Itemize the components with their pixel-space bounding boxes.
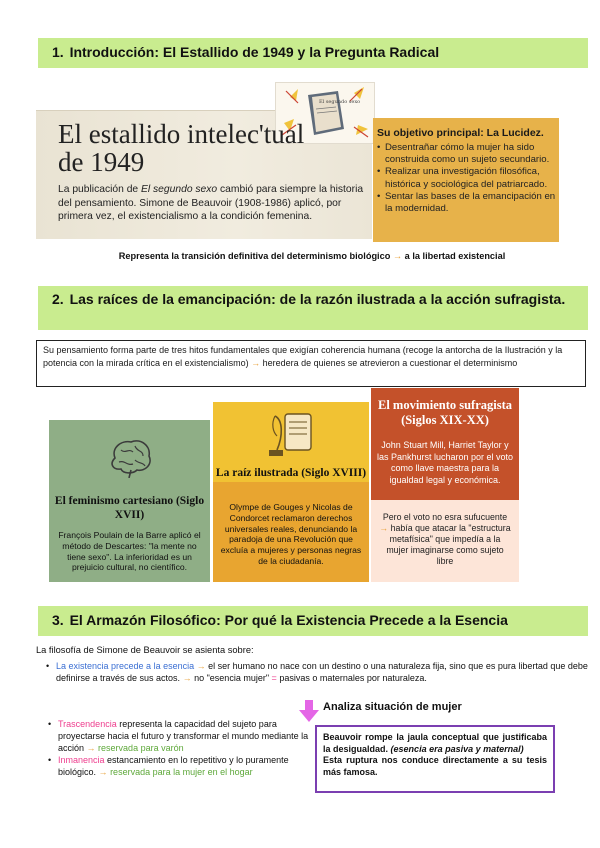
hero-body-text: La publicación de <box>58 184 142 195</box>
quill-scroll-icon <box>263 406 319 462</box>
section-number: 1. <box>52 44 64 60</box>
key-term: Trascendencia <box>58 719 117 729</box>
arrow-icon: → <box>251 357 261 368</box>
summary-line <box>36 251 588 261</box>
intro-text: heredera de quienes se atrevieron a cuestionar el determinismo <box>262 357 518 368</box>
bullet-icon: • <box>48 719 52 729</box>
list-item: • Sentar las bases de la emancipación en la modernidad. <box>377 191 557 215</box>
section-number: 2. <box>52 291 64 307</box>
bullet-transcendence <box>48 718 318 754</box>
card-title: El feminismo cartesiano (Siglo XVII) <box>54 495 205 521</box>
arrow-icon: → <box>86 743 96 753</box>
arrow-icon: → <box>379 523 389 533</box>
conclusion-text: Esta ruptura nos conduce directamente a su tesis más famosa. <box>323 755 547 777</box>
note-text: Pero el voto no esra sufucuente <box>382 512 508 522</box>
section-number: 3. <box>52 612 64 628</box>
bullet-text: no "esencia mujer" <box>194 673 270 683</box>
note-text: había que atacar la "estructura metafísica" que impedía a la mujer imaginarse como sujeto libre <box>386 523 511 566</box>
highlight-text: reservada para varón <box>98 743 184 753</box>
card-title: El movimiento sufragista (Siglos XIX-XX) <box>377 398 513 427</box>
bullet-text: pasivas o maternales por naturaleza. <box>279 673 427 683</box>
arrow-icon: → <box>392 251 403 261</box>
section-title: Introducción: El Estallido de 1949 y la Pregunta Radical <box>69 44 440 60</box>
analysis-label: Analiza situación de mujer <box>323 701 462 713</box>
brain-icon <box>105 436 155 478</box>
list-item: • Desentrañar cómo la mujer ha sido construida como un sujeto secundario. <box>377 142 557 166</box>
key-term: La existencia precede a la esencia <box>56 661 195 671</box>
hero-body-text: cambió para siempre la historia del pensamiento. Simone de Beauvoir (1908-1986) aplicó, por primera vez, el existencialismo a la condición femenina. <box>58 184 364 222</box>
section-2-heading <box>38 286 588 330</box>
arrow-icon: → <box>98 767 108 777</box>
bullet-immanence <box>48 754 318 778</box>
section-1-heading <box>38 38 588 68</box>
section-3-intro: La filosofía de Simone de Beauvoir se asienta sobre: <box>36 645 254 655</box>
list-item: • Realizar una investigación filosófica, histórica y sociológica del patriarcado. <box>377 166 557 190</box>
bullet-icon: • <box>46 661 50 671</box>
hero-title: El estallido intelec'tual de 1949 <box>58 119 305 177</box>
section-title: Las raíces de la emancipación: de la razón ilustrada a la acción sufragista. <box>69 291 566 307</box>
section-2-intro-box <box>36 340 586 387</box>
conclusion-italic: (esencia era pasiva y maternal) <box>390 743 524 754</box>
conclusion-text: Beauvoir rompe la jaula conceptual que justificaba la desigualdad. <box>323 732 547 754</box>
bullet-text: representa la capacidad del sujeto para proyectarse hacia el futuro y transformar el mundo mediante la acción <box>58 719 309 753</box>
objective-list <box>377 142 557 215</box>
hero-body <box>58 183 368 224</box>
summary-text: a la libertad existencial <box>404 251 506 261</box>
bullet-icon: • <box>48 755 52 765</box>
section-title: El Armazón Filosófico: Por qué la Existencia Precede a la Esencia <box>69 612 508 628</box>
arrow-icon: → <box>182 673 192 683</box>
arrow-icon: → <box>196 661 206 671</box>
card-body: François Poulain de la Barre aplicó el método de Descartes: "la mente no tiene sexo". La inferioridad es un prejuicio cultural, no científico. <box>58 530 201 573</box>
card-body: Olympe de Gouges y Nicolas de Condorcet reclamaron derechos universales reales, denunciando la paradoja de una Revolución que excluía a mujeres y personas negras de la ciudadanía. <box>220 502 362 566</box>
conclusion-box <box>315 725 555 793</box>
equals-sign: = <box>271 673 277 683</box>
bullet-existence <box>46 660 592 684</box>
summary-text: Representa la transición definitiva del determinismo biológico <box>118 251 391 261</box>
intro-text: Su pensamiento forma parte de tres hitos fundamentales que exigían coherencia humana (recoge la antorcha de la Ilustración y la potencia con la mirada crítica en el existencialismo) <box>43 345 563 368</box>
card-title: La raíz ilustrada (Siglo XVIII) <box>215 467 367 479</box>
bullet-text: el ser humano no nace con un destino o una naturaleza fija, sino que es pura libertad que debe definirse a través de sus actos. <box>56 661 588 683</box>
book-title: El segundo sexo <box>141 184 218 195</box>
key-term: Inmanencia <box>58 755 105 765</box>
section-3-heading <box>38 606 588 636</box>
book-cover-text: El segundo sexo <box>319 99 361 105</box>
note-body <box>378 512 512 567</box>
objective-title: Su objetivo principal: La Lucidez. <box>377 127 544 139</box>
highlight-text: reservada para la mujer en el hogar <box>110 767 253 777</box>
bullet-text: estancamiento en lo repetitivo y lo puramente biológico. <box>58 755 289 777</box>
card-body: John Stuart Mill, Harriet Taylor y las Pankhurst lucharon por el voto como llave maestra para la igualdad legal y económica. <box>376 440 514 485</box>
